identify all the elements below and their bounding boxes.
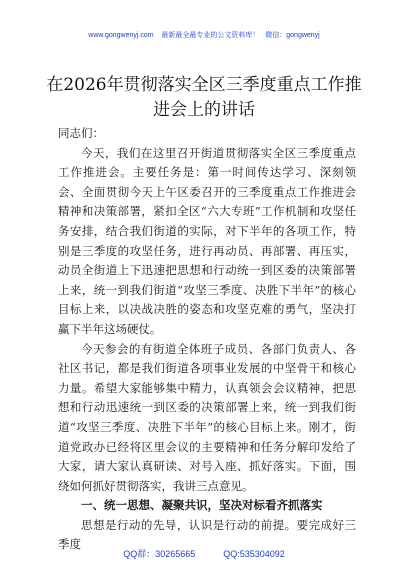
salutation: 同志们： xyxy=(58,126,104,140)
qq-number: QQ:535304092 xyxy=(223,549,285,559)
document-title: 在2026年贯彻落实全区三季度重点工作推进会上的讲话 xyxy=(46,75,362,120)
document-body xyxy=(58,124,356,555)
paragraph-3: 思想是行动的先导，认识是行动的前提。要完成好三季度 xyxy=(58,517,356,552)
wechat-id: 微信：gongwenyj xyxy=(265,32,320,39)
paragraph-2: 今天参会的有街道全体班子成员、各部门负责人、各社区书记，都是我们街道各项事业发展的中坚骨干和核心力量。希望大家能够集中精力，认真领会会议精神，把思想和行动迅速统一到区委的决策部署上来，统一到我们街道“攻坚三季度、决胜下半年”的核心目标上来。刚才，街道党政办已经将区里会议的主要精神和任务分解印发给了大家，请大家认真研读、对号入座、抓好落实。下面，围绕如何抓好贯彻落实，我讲三点意见。 xyxy=(58,341,356,493)
site-slogan: 最新最全最专业的公文资料库！ xyxy=(161,32,260,39)
paragraph-1: 今天，我们在这里召开街道贯彻落实全区三季度重点工作推进会。主要任务是：第一时间传达学习、深刻领会、全面贯彻今天上午区委召开的三季度重点工作推进会精神和决策部署，紧扣全区“六大专班”工作机制和攻坚任务安排，结合我们街道的实际，对下半年的各项工作，特别是三季度的攻坚任务，进行再动员、再部署、再压实，动员全街道上下迅速把思想和行动统一到区委的决策部署上来，统一到我们街道“攻坚三季度、决胜下半年”的核心目标上来，以决战决胜的姿态和攻坚克难的勇气，坚决打赢下半年这场硬仗。 xyxy=(58,145,356,336)
qq-group: QQ群：30265665 xyxy=(123,549,196,559)
site-footer xyxy=(0,547,408,560)
site-header xyxy=(0,30,408,40)
section-heading: 一、统一思想、凝聚共识，坚决对标看齐抓落实 xyxy=(81,498,323,513)
site-url[interactable]: www.gongwenyj.com xyxy=(88,32,154,39)
